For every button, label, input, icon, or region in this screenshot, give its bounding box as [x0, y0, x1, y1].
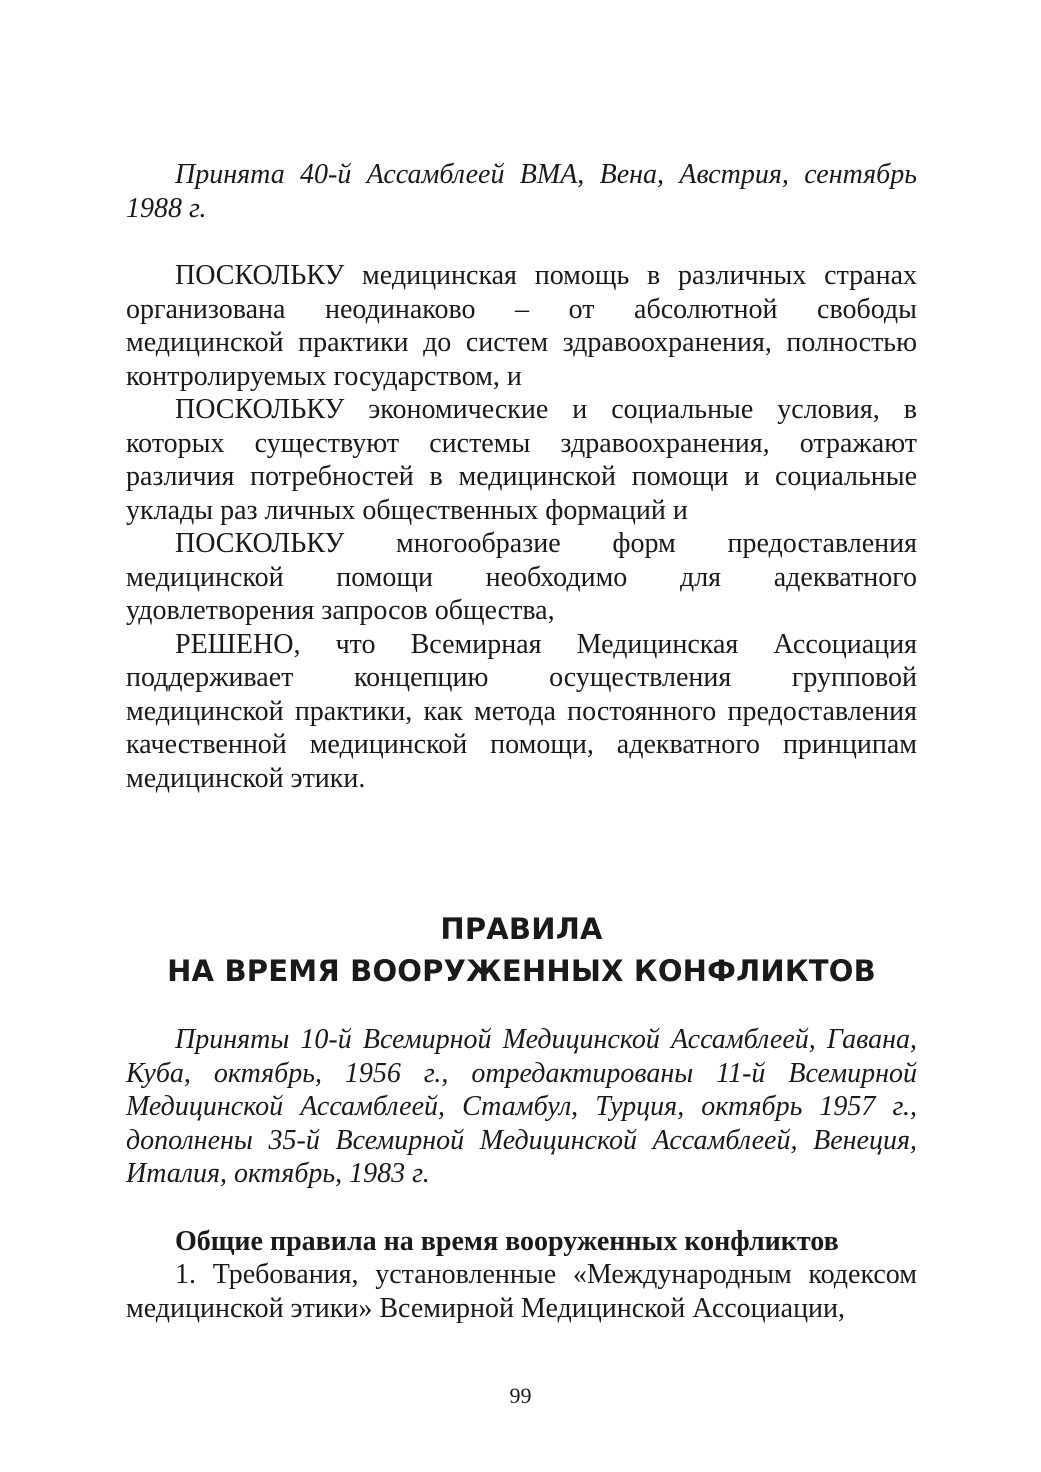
page-number: 99 [509, 1383, 532, 1408]
paragraph: ПОСКОЛЬКУ экономические и социальные условия, в которых существуют системы здравоохранения, отражают различия потребностей в медицинской помощи и социальные уклады раз личных общественных формаций и [126, 394, 917, 526]
first-document [126, 158, 917, 795]
section-title-line-1: ПРАВИЛА [440, 912, 603, 946]
section-title [126, 908, 917, 992]
section-title-line-2: НА ВРЕМЯ ВООРУЖЕННЫХ КОНФЛИКТОВ [167, 954, 876, 988]
paragraph: ПОСКОЛЬКУ многообразие форм предоставления медицинской помощи необходимо для адекватного удовлетворения запросов общества, [126, 528, 917, 626]
adoption-note: Приняты 10-й Всемирной Медицинской Ассамблеей, Гавана, Куба, октябрь, 1956 г., отредактированы 11-й Всемирной Медицинской Ассамблеей, Стамбул, Турция, октябрь 1957 г., дополнены 35-й Всемирной Медицинской Ассамблеей, Венеция, Италия, октябрь, 1983 г. [126, 1024, 917, 1189]
adoption-note: Принята 40-й Ассамблеей ВМА, Вена, Австрия, сентябрь 1988 г. [126, 159, 917, 224]
paragraph: 1. Требования, установленные «Международным кодексом медицинской этики» Всемирной Медицинской Ассоциации, [126, 1259, 917, 1324]
second-document [126, 1023, 917, 1325]
paragraph: ПОСКОЛЬКУ медицинская помощь в различных странах организована неодинаково – от абсолютной свободы медицинской практики до систем здравоохранения, полностью контролируемых государством, и [126, 260, 917, 392]
subheading: Общие правила на время вооруженных конфликтов [175, 1225, 839, 1257]
paragraph: РЕШЕНО, что Всемирная Медицинская Ассоциация поддерживает концепцию осуществления групповой медицинской практики, как метода постоянного предоставления качественной медицинской помощи, адекватного принципам медицинской этики. [126, 628, 917, 794]
